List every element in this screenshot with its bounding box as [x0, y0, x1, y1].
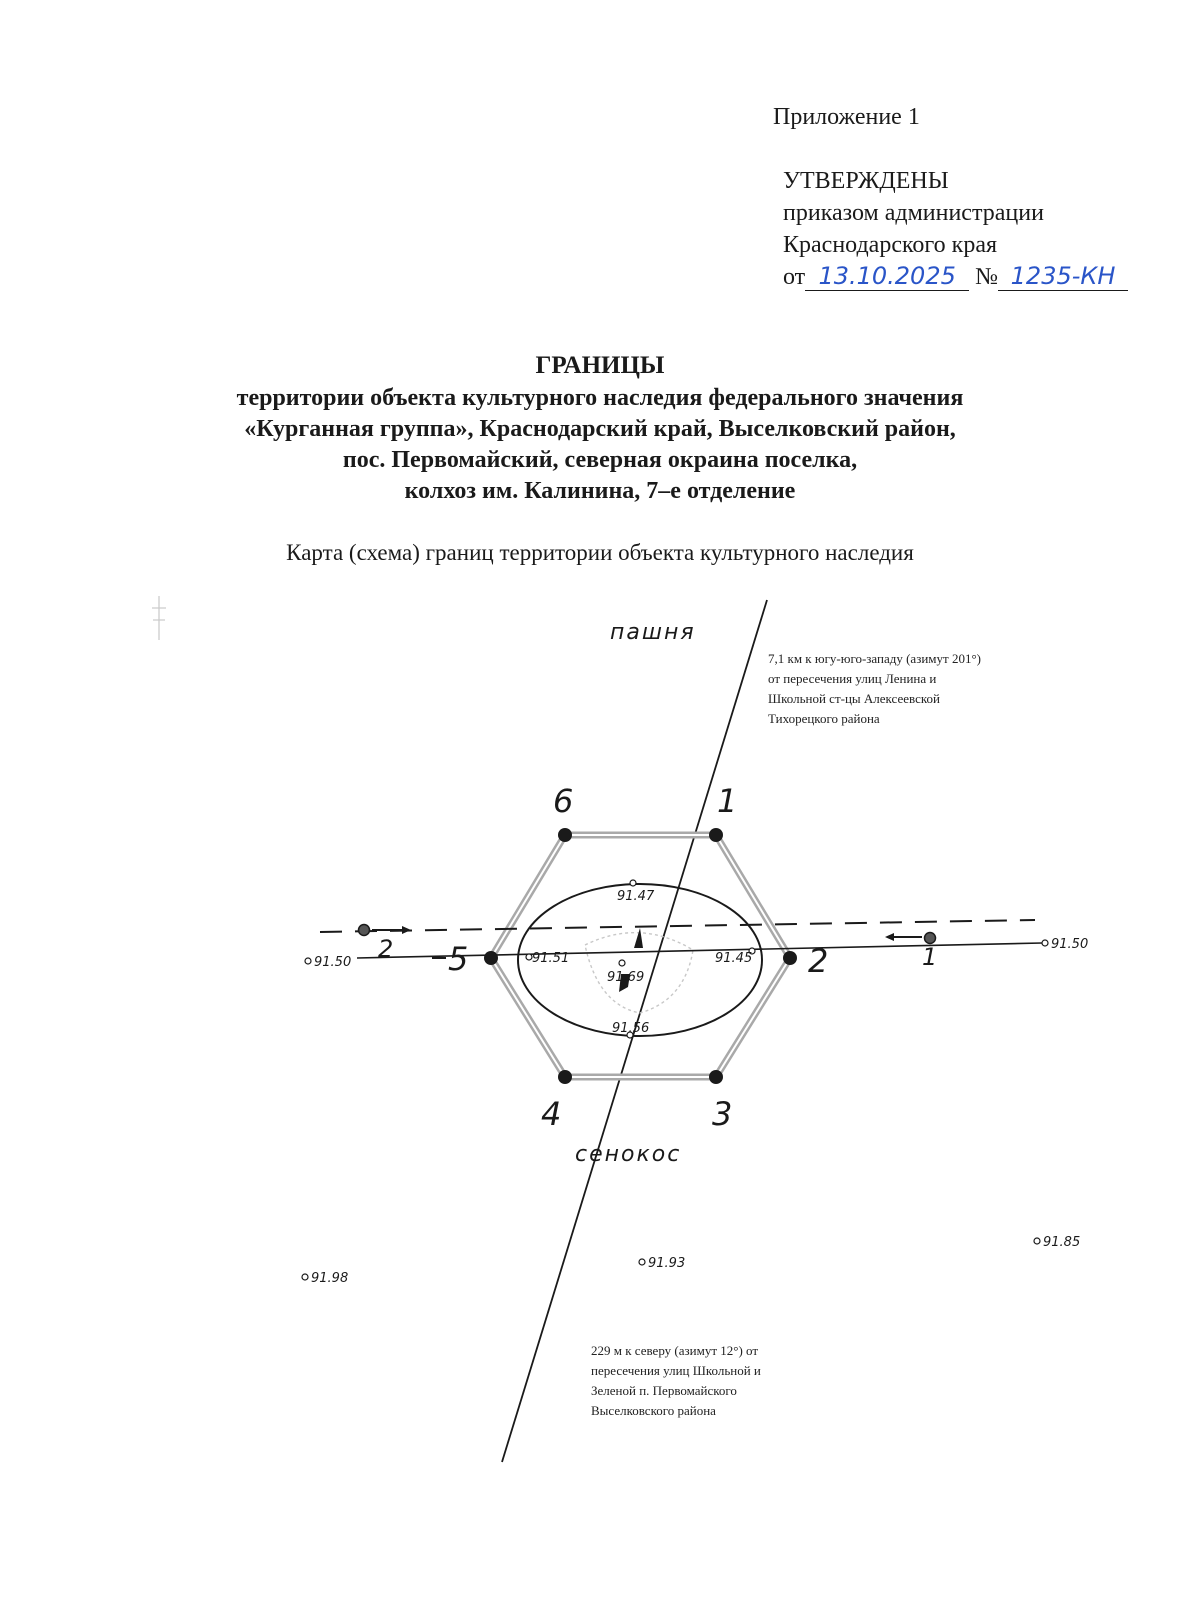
section-mark-1: 1 — [922, 943, 938, 971]
elevation-right-edge: 91.50 — [1051, 937, 1089, 952]
boundary-point-3 — [709, 1070, 723, 1084]
elevation-mound-top: 91.47 — [617, 889, 655, 904]
point-label-2: 2 — [808, 942, 829, 980]
title-line-4: пос. Первомайский, северная окраина поселка, — [342, 447, 858, 473]
elevation-mound-bottom: 91.56 — [612, 1021, 650, 1036]
point-label-3: 3 — [712, 1095, 733, 1133]
point-label-1: 1 — [717, 782, 738, 820]
point-label-4: 4 — [541, 1095, 562, 1133]
number-handwritten: 1235-КН — [1010, 262, 1116, 290]
svg-text:Выселковского района: Выселковского района — [591, 1403, 716, 1418]
date-prefix: от — [783, 264, 806, 290]
approved-line-3: Краснодарского края — [783, 232, 998, 258]
elevation-left-edge: 91.50 — [314, 955, 352, 970]
boundary-point-5 — [484, 951, 498, 965]
svg-text:пересечения улиц Школьной и: пересечения улиц Школьной и — [591, 1363, 761, 1378]
boundary-point-2 — [783, 951, 797, 965]
boundary-point-1 — [709, 828, 723, 842]
hayfield-label: сенокос — [575, 1142, 682, 1167]
svg-text:Школьной ст-цы Алексеевской: Школьной ст-цы Алексеевской — [768, 691, 940, 706]
number-prefix: № — [975, 264, 999, 290]
svg-text:Тихорецкого района: Тихорецкого района — [768, 711, 880, 726]
title-line-5: колхоз им. Калинина, 7–е отделение — [404, 478, 796, 504]
approved-line-1: УТВЕРЖДЕНЫ — [783, 168, 949, 194]
section-marker-right — [885, 933, 937, 972]
point-label-5: 5 — [448, 940, 469, 978]
elevation-mound-center: 91.69 — [607, 970, 645, 985]
date-handwritten: 13.10.2025 — [818, 262, 956, 290]
section-dashed-line — [320, 920, 1035, 932]
svg-text:7,1 км к югу-юго-западу (азиму: 7,1 км к югу-юго-западу (азимут 201°) — [768, 651, 981, 666]
elevation-field-left: 91.98 — [311, 1271, 349, 1286]
section-mark-2: 2 — [378, 935, 394, 963]
appendix-label: Приложение 1 — [773, 104, 920, 130]
elevation-field-right: 91.85 — [1043, 1235, 1081, 1250]
elevation-mound-right: 91.45 — [715, 951, 753, 966]
map-subtitle: Карта (схема) границ территории объекта культурного наследия — [286, 540, 914, 565]
svg-text:от пересечения улиц Ленина и: от пересечения улиц Ленина и — [768, 671, 937, 686]
title-line-3: «Курганная группа», Краснодарский край, Выселковский район, — [244, 416, 956, 442]
elevation-marks — [302, 880, 1088, 1286]
elevation-mound-left: 91.51 — [532, 951, 570, 966]
svg-text:229 м к северу (азимут 12°) от: 229 м к северу (азимут 12°) от — [591, 1343, 759, 1358]
bottom-reference-note — [591, 1343, 761, 1418]
title-line-1: ГРАНИЦЫ — [535, 352, 665, 379]
arable-land-label: пашня — [610, 620, 696, 645]
boundary-point-4 — [558, 1070, 572, 1084]
title-line-2: территории объекта культурного наследия федерального значения — [236, 385, 964, 411]
point-label-6: 6 — [553, 782, 574, 820]
boundary-point-6 — [558, 828, 572, 842]
top-reference-note — [768, 651, 981, 726]
elevation-field-center: 91.93 — [648, 1256, 686, 1271]
approved-line-2: приказом администрации — [783, 200, 1044, 226]
scan-artifact — [152, 596, 166, 640]
svg-text:Зеленой п. Первомайского: Зеленой п. Первомайского — [591, 1383, 737, 1398]
